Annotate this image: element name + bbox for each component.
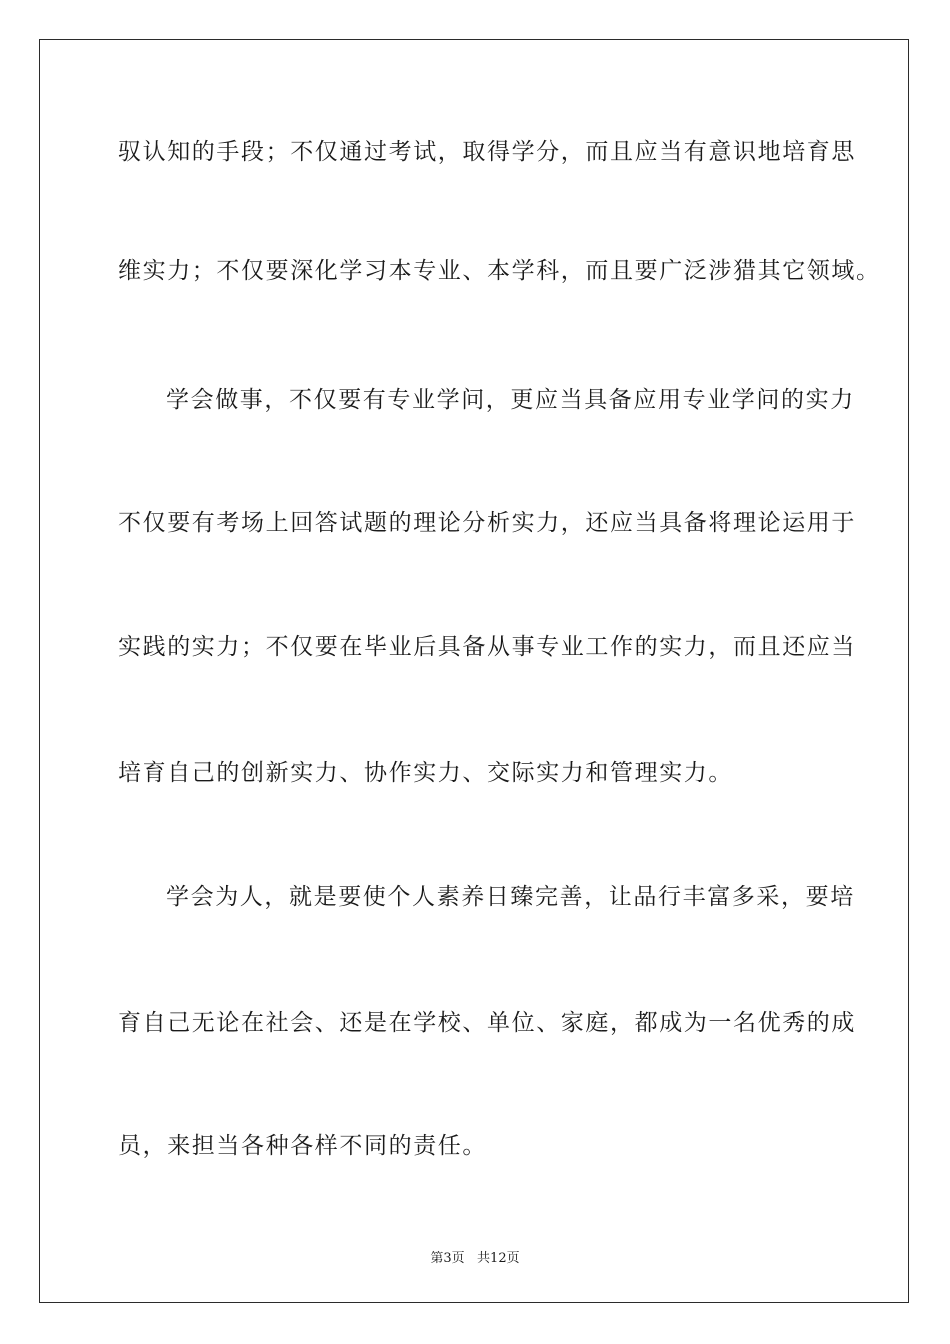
body-line-6: 培育自己的创新实力、协作实力、交际实力和管理实力。 (118, 760, 733, 786)
body-line-5: 实践的实力；不仅要在毕业后具备从事专业工作的实力，而且还应当 (118, 634, 856, 660)
body-line-1: 驭认知的手段；不仅通过考试，取得学分，而且应当有意识地培育思 (118, 139, 856, 165)
paragraph-start-line-7: 学会为人，就是要使个人素养日臻完善，让品行丰富多采，要培 (166, 884, 855, 910)
body-line-8: 育自己无论在社会、还是在学校、单位、家庭，都成为一名优秀的成 (118, 1010, 856, 1036)
page-frame (39, 39, 909, 1303)
body-line-9: 员，来担当各种各样不同的责任。 (118, 1133, 487, 1159)
body-line-2: 维实力；不仅要深化学习本专业、本学科，而且要广泛涉猎其它领域。 (118, 258, 881, 284)
body-line-4: 不仅要有考场上回答试题的理论分析实力，还应当具备将理论运用于 (118, 510, 856, 536)
paragraph-start-line-3: 学会做事，不仅要有专业学问，更应当具备应用专业学问的实力 (166, 387, 855, 413)
page-number-footer: 第3页 共12页 (430, 1251, 520, 1266)
